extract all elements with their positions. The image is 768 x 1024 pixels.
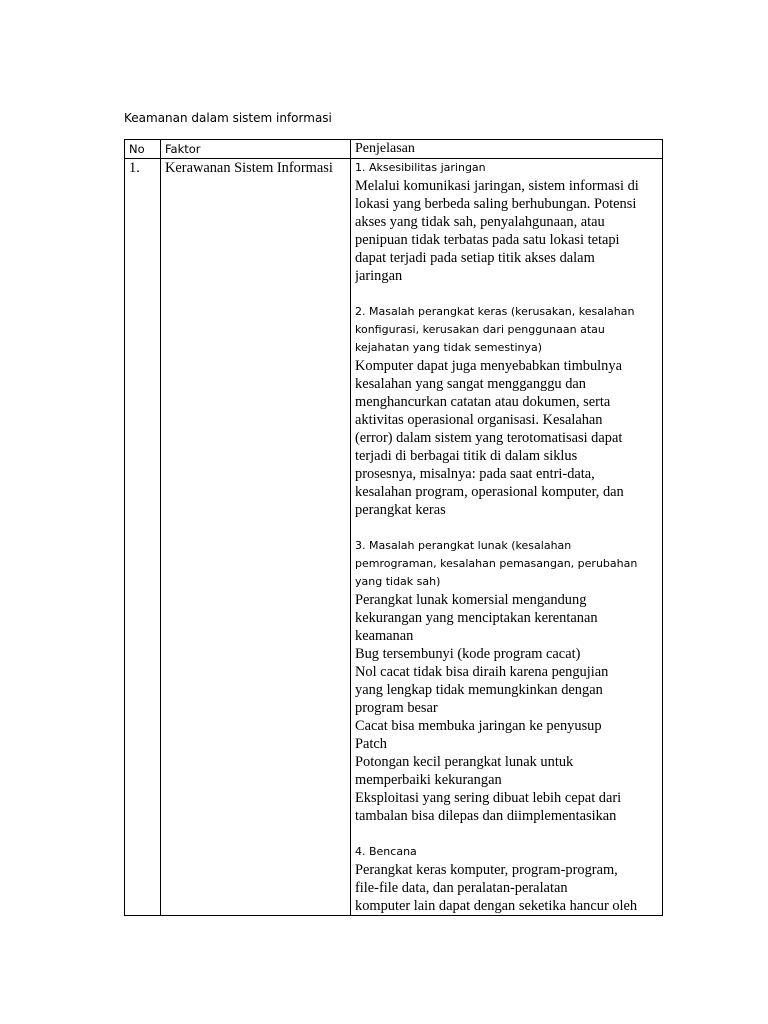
section-spacer [355, 285, 662, 303]
section-body-line: program besar [355, 700, 438, 716]
section-body-line: tambalan bisa dilepas dan diimplementasikan [355, 808, 617, 824]
section-body-line: prosesnya, misalnya: pada saat entri-data, [355, 466, 595, 482]
section-body-line: aktivitas operasional organisasi. Kesalahan [355, 412, 603, 428]
explanation-section [355, 519, 662, 825]
section-body-line: Perangkat lunak komersial mengandung [355, 592, 587, 608]
row-number: 1. [129, 160, 140, 176]
table-header-row [125, 140, 663, 159]
section-body-line: kesalahan program, operasional komputer, dan [355, 484, 624, 500]
explanation-section [355, 159, 662, 285]
section-heading-line: 1. Aksesibilitas jaringan [355, 161, 486, 174]
section-body-line: (error) dalam sistem yang terotomatisasi dapat [355, 430, 623, 446]
section-body-line: penipuan tidak terbatas pada satu lokasi tetapi [355, 232, 620, 248]
section-body-line: akses yang tidak sah, penyalahgunaan, atau [355, 214, 605, 230]
section-heading-line: 2. Masalah perangkat keras (kerusakan, kesalahan [355, 305, 635, 318]
section-heading-line: kejahatan yang tidak semestinya) [355, 341, 543, 354]
section-body-line: menghancurkan catatan atau dokumen, serta [355, 394, 611, 410]
section-body-line: Bug tersembunyi (kode program cacat) [355, 646, 581, 662]
section-body-line: kekurangan yang menciptakan kerentanan [355, 610, 598, 626]
section-heading-line: 4. Bencana [355, 845, 417, 858]
header-cell-no [125, 140, 161, 159]
section-heading-line: konfigurasi, kerusakan dari penggunaan atau [355, 323, 605, 336]
section-body-line: memperbaiki kekurangan [355, 772, 502, 788]
header-cell-penjelasan [351, 140, 663, 159]
section-body-line: lokasi yang berbeda saling berhubungan. Potensi [355, 196, 637, 212]
section-body-line: Eksploitasi yang sering dibuat lebih cepat dari [355, 790, 622, 806]
table-row [125, 159, 663, 916]
section-body-line: perangkat keras [355, 502, 446, 518]
header-cell-faktor [161, 140, 351, 159]
explanation-section [355, 825, 662, 915]
section-spacer [355, 825, 662, 843]
row-cell-faktor [161, 159, 351, 916]
explanation-section [355, 285, 662, 519]
section-body-line: dapat terjadi pada setiap titik akses dalam [355, 250, 595, 266]
section-heading-line: pemrograman, kesalahan pemasangan, perubahan [355, 557, 638, 570]
section-body-line: file-file data, dan peralatan-peralatan [355, 880, 568, 896]
section-heading-line: yang tidak sah) [355, 575, 441, 588]
section-body-line: Komputer dapat juga menyebabkan timbulnya [355, 358, 622, 374]
section-body-line: Patch [355, 736, 387, 752]
row-faktor-text: Kerawanan Sistem Informasi [165, 160, 333, 176]
section-body-line: Melalui komunikasi jaringan, sistem informasi di [355, 178, 639, 194]
row-cell-no [125, 159, 161, 916]
section-body-line: yang lengkap tidak memungkinkan dengan [355, 682, 603, 698]
section-body-line: Potongan kecil perangkat lunak untuk [355, 754, 574, 770]
section-heading-line: 3. Masalah perangkat lunak (kesalahan [355, 539, 572, 552]
section-body-line: jaringan [355, 268, 403, 284]
section-body-line: komputer lain dapat dengan seketika hancur oleh [355, 898, 638, 914]
row-cell-penjelasan [351, 159, 663, 916]
header-faktor-label: Faktor [165, 142, 201, 156]
section-spacer [355, 519, 662, 537]
section-body-line: Perangkat keras komputer, program-program, [355, 862, 618, 878]
section-body-line: kesalahan yang sangat mengganggu dan [355, 376, 586, 392]
section-body-line: Cacat bisa membuka jaringan ke penyusup [355, 718, 602, 734]
header-no-label: No [129, 142, 145, 156]
section-body-line: terjadi di berbagai titik di dalam siklus [355, 448, 578, 464]
security-factors-table [124, 139, 663, 916]
document-title: Keamanan dalam sistem informasi [124, 111, 332, 125]
section-body-line: keamanan [355, 628, 414, 644]
section-body-line: Nol cacat tidak bisa diraih karena pengujian [355, 664, 609, 680]
header-penjelasan-label: Penjelasan [355, 141, 415, 156]
penjelasan-content [355, 159, 662, 915]
